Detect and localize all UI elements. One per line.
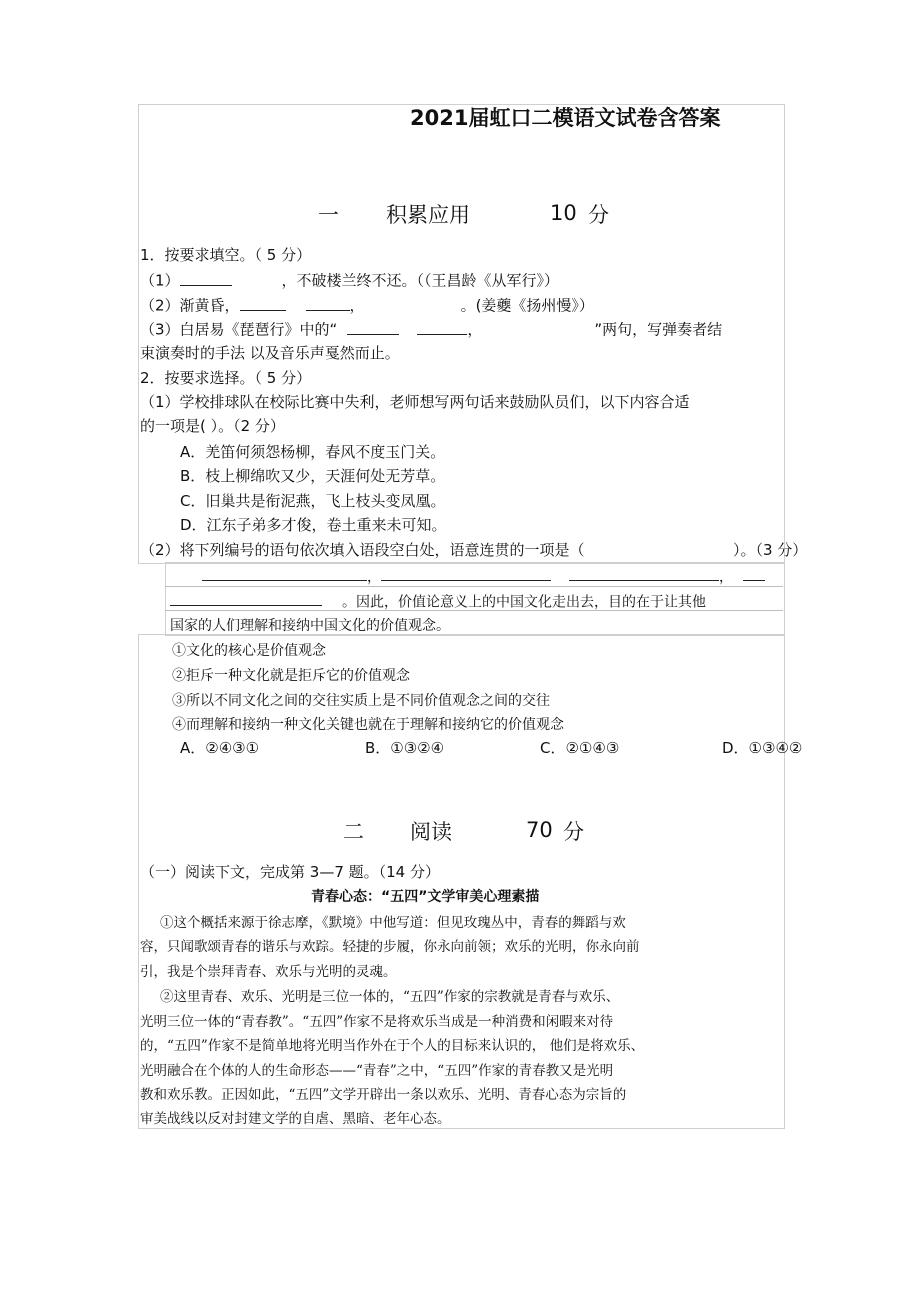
option-c[interactable]: C．旧巢共是衔泥燕，飞上枝头变凤凰。	[180, 492, 446, 510]
paragraph-line: 容，只闻歌颂青春的谐乐与欢踪。轻捷的步履，你永向前领；欢乐的光明，你永向前	[140, 939, 640, 955]
answer-blank[interactable]	[306, 293, 350, 311]
question-2-sub-2-tail: ）。（3 分）	[733, 541, 808, 559]
choice-a[interactable]: A．②④③①	[180, 739, 260, 757]
question-1-line-3-continued: 束演奏时的手法 以及音乐声戛然而止。	[140, 344, 400, 362]
paragraph-line: 光明融合在个体的人的生命形态——“青春”之中，“五四”作家的青春教又是光明	[140, 1063, 614, 1079]
paragraph-line: 引，我是个崇拜青春、欢乐与光明的灵魂。	[140, 964, 397, 980]
passage-blank[interactable]	[743, 565, 765, 581]
option-d[interactable]: D．江东子弟多才俊，卷土重来未可知。	[180, 516, 447, 534]
answer-blank[interactable]	[240, 293, 286, 311]
passage-line-1	[170, 565, 765, 586]
section-2-name: 阅读	[410, 820, 452, 844]
line-prefix: （2）渐黄昏，	[140, 296, 240, 315]
answer-blank[interactable]	[180, 268, 232, 286]
question-1-line-2	[140, 293, 594, 316]
sentence-item-1: ①文化的核心是价值观念	[172, 643, 326, 659]
line-prefix: （1）	[140, 271, 180, 290]
document-title: 2021届虹口二模语文试卷含答案	[410, 106, 721, 130]
sentence-item-2: ②拒斥一种文化就是拒斥它的价值观念	[172, 668, 410, 684]
blank-comma: ，	[467, 320, 483, 339]
question-1-heading: 1．按要求填空。（ 5 分）	[140, 246, 312, 264]
paragraph-line: 的，“五四”作家不是简单地将光明当作外在于个人的目标来认识的， 他们是将欢乐、	[140, 1038, 645, 1054]
answer-blank[interactable]	[417, 317, 467, 335]
section-1-name: 积累应用	[386, 203, 470, 227]
passage-blank[interactable]	[202, 565, 367, 581]
paragraph-line: ①这个概括来源于徐志摩，《默境》中他写道：但见玫瑰丛中，青春的舞蹈与欢	[160, 915, 626, 931]
answer-blank[interactable]	[347, 317, 399, 335]
section-2-number: 二	[343, 820, 364, 844]
question-2-heading: 2．按要求选择。（ 5 分）	[140, 369, 312, 387]
paragraph-line: 教和欢乐教。正因如此，“五四”文学开辟出一条以欢乐、光明、青春心态为宗旨的	[140, 1087, 627, 1103]
sentence-item-3: ③所以不同文化之间的交往实质上是不同价值观念之间的交往	[172, 693, 550, 709]
passage-comma: ，	[367, 569, 381, 586]
line-suffix: 。(姜夔《扬州慢》）	[460, 296, 594, 315]
passage-line-3: 国家的人们理解和接纳中国文化的价值观念。	[170, 618, 450, 634]
passage-text: 。因此，价值论意义上的中国文化走出去，目的在于让其他	[342, 594, 706, 611]
paragraph-line: 光明三位一体的“青春教”。“五四”作家不是将欢乐当成是一种消费和闲暇来对待	[140, 1014, 614, 1030]
paragraph-line: ②这里青春、欢乐、光明是三位一体的，“五四”作家的宗教就是青春与欢乐、	[160, 989, 620, 1005]
section-1-number: 一	[318, 203, 339, 227]
reading-intro: （一）阅读下文，完成第 3—7 题。（14 分）	[140, 863, 440, 881]
choice-b[interactable]: B．①③②④	[365, 739, 445, 757]
question-2-sub-1-line-2: 的一项是( ）。（2 分）	[140, 417, 285, 435]
question-2-sub-1-line-1: （1）学校排球队在校际比赛中失利，老师想写两句话来鼓励队员们，以下内容合适	[140, 393, 690, 411]
question-1-line-3	[140, 317, 722, 340]
line-prefix: （3）白居易《琵琶行》中的“	[140, 320, 338, 339]
choice-d[interactable]: D．①③④②	[722, 739, 803, 757]
line-suffix: ，不破楼兰终不还。（（王昌龄《从军行》）	[281, 271, 560, 290]
question-1-line-1	[140, 268, 559, 291]
passage-line-2	[170, 590, 706, 611]
option-a[interactable]: A．羌笛何须怨杨柳，春风不度玉门关。	[180, 443, 446, 461]
section-2-score: 70	[526, 818, 553, 842]
passage-blank[interactable]	[170, 590, 322, 606]
section-2-unit: 分	[563, 820, 584, 844]
blank-comma: ，	[349, 296, 365, 315]
line-suffix: ”两句，写弹奏者结	[594, 320, 723, 339]
paragraph-line: 审美战线以反对封建文学的自虐、黑暗、老年心态。	[140, 1111, 451, 1127]
passage-comma: ，	[719, 569, 733, 586]
sentence-item-4: ④而理解和接纳一种文化关键也就在于理解和接纳它的价值观念	[172, 717, 564, 733]
passage-blank[interactable]	[569, 565, 719, 581]
section-1-score: 10	[550, 201, 577, 225]
option-b[interactable]: B．枝上柳绵吹又少，天涯何处无芳草。	[180, 467, 446, 485]
article-title: 青春心态：“五四”文学审美心理素描	[311, 889, 540, 905]
passage-blank[interactable]	[381, 565, 551, 581]
section-1-unit: 分	[588, 203, 609, 227]
question-2-sub-2-stem: （2）将下列编号的语句依次填入语段空白处，语意连贯的一项是（	[140, 541, 585, 559]
choice-c[interactable]: C．②①④③	[540, 739, 620, 757]
